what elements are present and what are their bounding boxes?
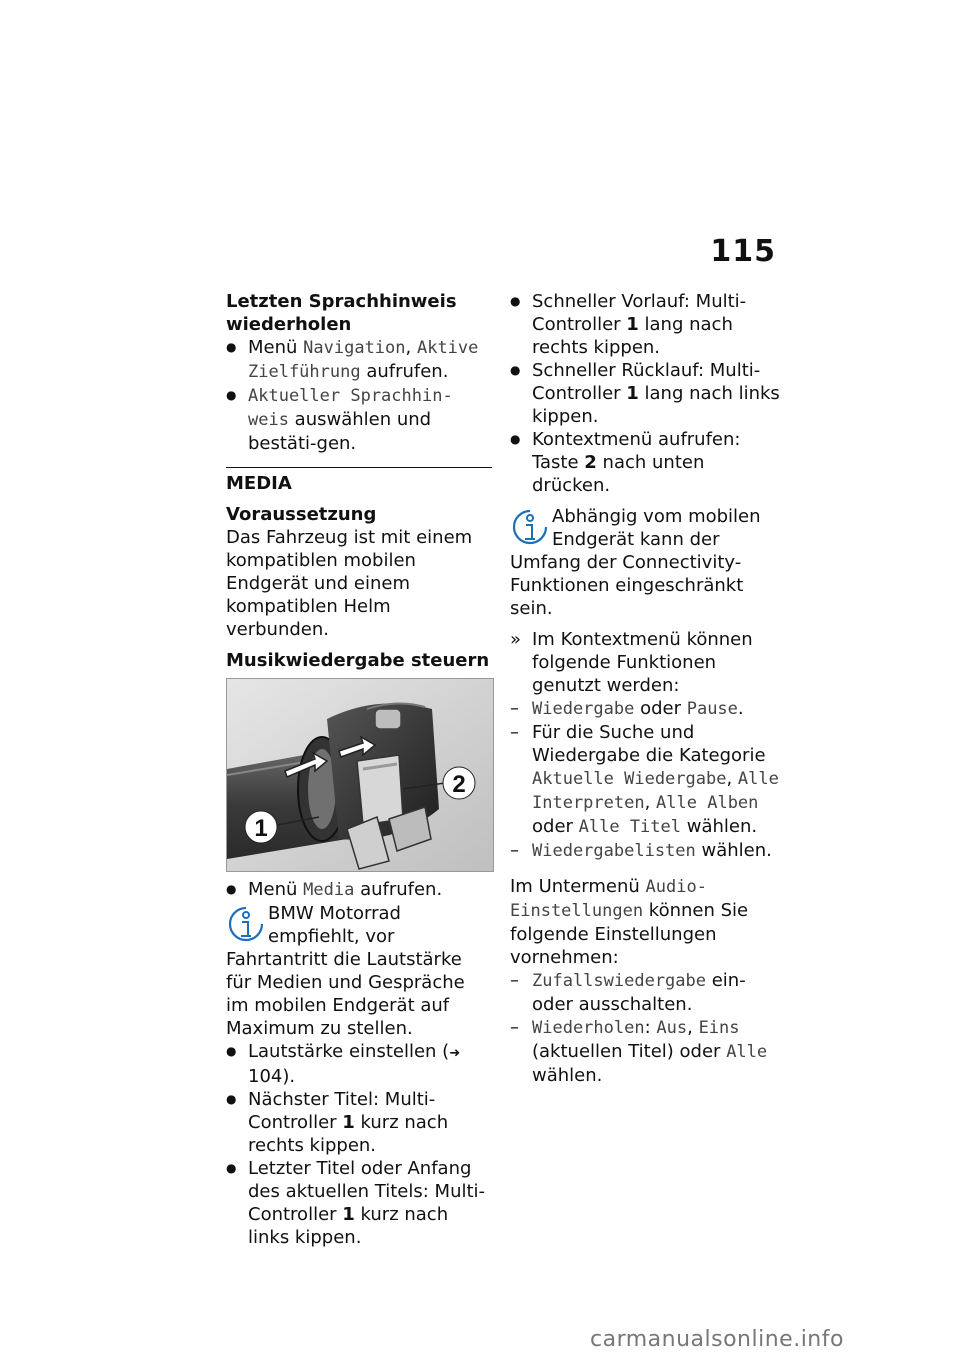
playback-steps (226, 1040, 492, 1249)
list-item: ● Menü Media aufrufen. (226, 878, 492, 902)
list-item: ● Schneller Vorlauf: Multi-Controller 1 lang nach rechts kippen. (510, 290, 780, 359)
submenu-options (510, 969, 780, 1087)
context-menu-options (510, 697, 780, 863)
handlebar-controls-figure (226, 678, 494, 872)
context-menu-intro: » Im Kontextmenü können folgende Funktionen genutzt werden: (510, 628, 780, 697)
list-item: – Wiedergabe oder Pause. (510, 697, 780, 721)
list-item: – Zufallswiedergabe ein- oder ausschalten. (510, 969, 780, 1016)
info-icon (226, 902, 266, 946)
heading-prerequisite: Voraussetzung (226, 504, 377, 525)
list-item: ● Kontextmenü aufrufen: Taste 2 nach unten drücken. (510, 428, 780, 497)
figure-label-2: 2 (452, 771, 466, 798)
section-divider (226, 467, 492, 495)
page-number: 115 (710, 234, 776, 269)
prerequisite-text: Das Fahrzeug ist mit einem kompatiblen mobilen Endgerät und einem kompatiblen Helm verbunden. (226, 527, 473, 640)
note-text: Abhängig vom mobilen Endgerät kann der Umfang der Connectivity-Funktionen eingeschränkt sein. (510, 506, 761, 619)
list-item: – Wiederholen: Aus, Eins (aktuellen Titel) oder Alle wählen. (510, 1016, 780, 1087)
list-item: ● Nächster Titel: Multi-Controller 1 kurz nach rechts kippen. (226, 1088, 492, 1157)
info-note-device (510, 505, 780, 620)
right-column (510, 290, 780, 1087)
list-item: ● Letzter Titel oder Anfang des aktuellen Titels: Multi-Controller 1 kurz nach links kippen. (226, 1157, 492, 1249)
list-item: ● Menü Navigation, Aktive Zielführung aufrufen. (226, 336, 492, 384)
heading-repeat-voice: Letzten Sprachhinweis wiederholen (226, 291, 457, 335)
info-note-volume (226, 902, 492, 1040)
section-title-media: MEDIA (226, 473, 292, 494)
page-reference-link[interactable]: 104 (248, 1066, 283, 1087)
heading-music-control: Musikwiedergabe steuern (226, 650, 490, 671)
list-item: – Wiedergabelisten wählen. (510, 839, 780, 863)
handlebar-illustration (227, 679, 493, 871)
list-item: ● Schneller Rücklauf: Multi-Controller 1 lang nach links kippen. (510, 359, 780, 428)
info-icon (510, 505, 550, 549)
figure-label-1: 1 (254, 815, 268, 842)
list-item: ● Aktueller Sprachhin-weis auswählen und bestäti-gen. (226, 384, 492, 455)
arrow-right-icon: ➜ (449, 1046, 461, 1061)
list-item: – Für die Suche und Wiedergabe die Kategorie Aktuelle Wiedergabe, Alle Interpreten, Alle Alben oder Alle Titel wählen. (510, 721, 780, 839)
watermark: carmanualsonline.info (590, 1327, 844, 1352)
seek-steps (510, 290, 780, 497)
left-column (226, 290, 492, 1249)
note-text: BMW Motorrad empfiehlt, vor Fahrtantritt die Lautstärke für Medien und Gespräche im mobilen Endgerät auf Maximum zu stellen. (226, 903, 465, 1039)
media-steps (226, 878, 492, 902)
repeat-steps (226, 336, 492, 455)
submenu-intro: Im Untermenü Audio-Einstellungen können Sie folgende Einstellungen vornehmen: (510, 876, 749, 968)
list-item: ● Lautstärke einstellen (➜ 104). (226, 1040, 492, 1088)
